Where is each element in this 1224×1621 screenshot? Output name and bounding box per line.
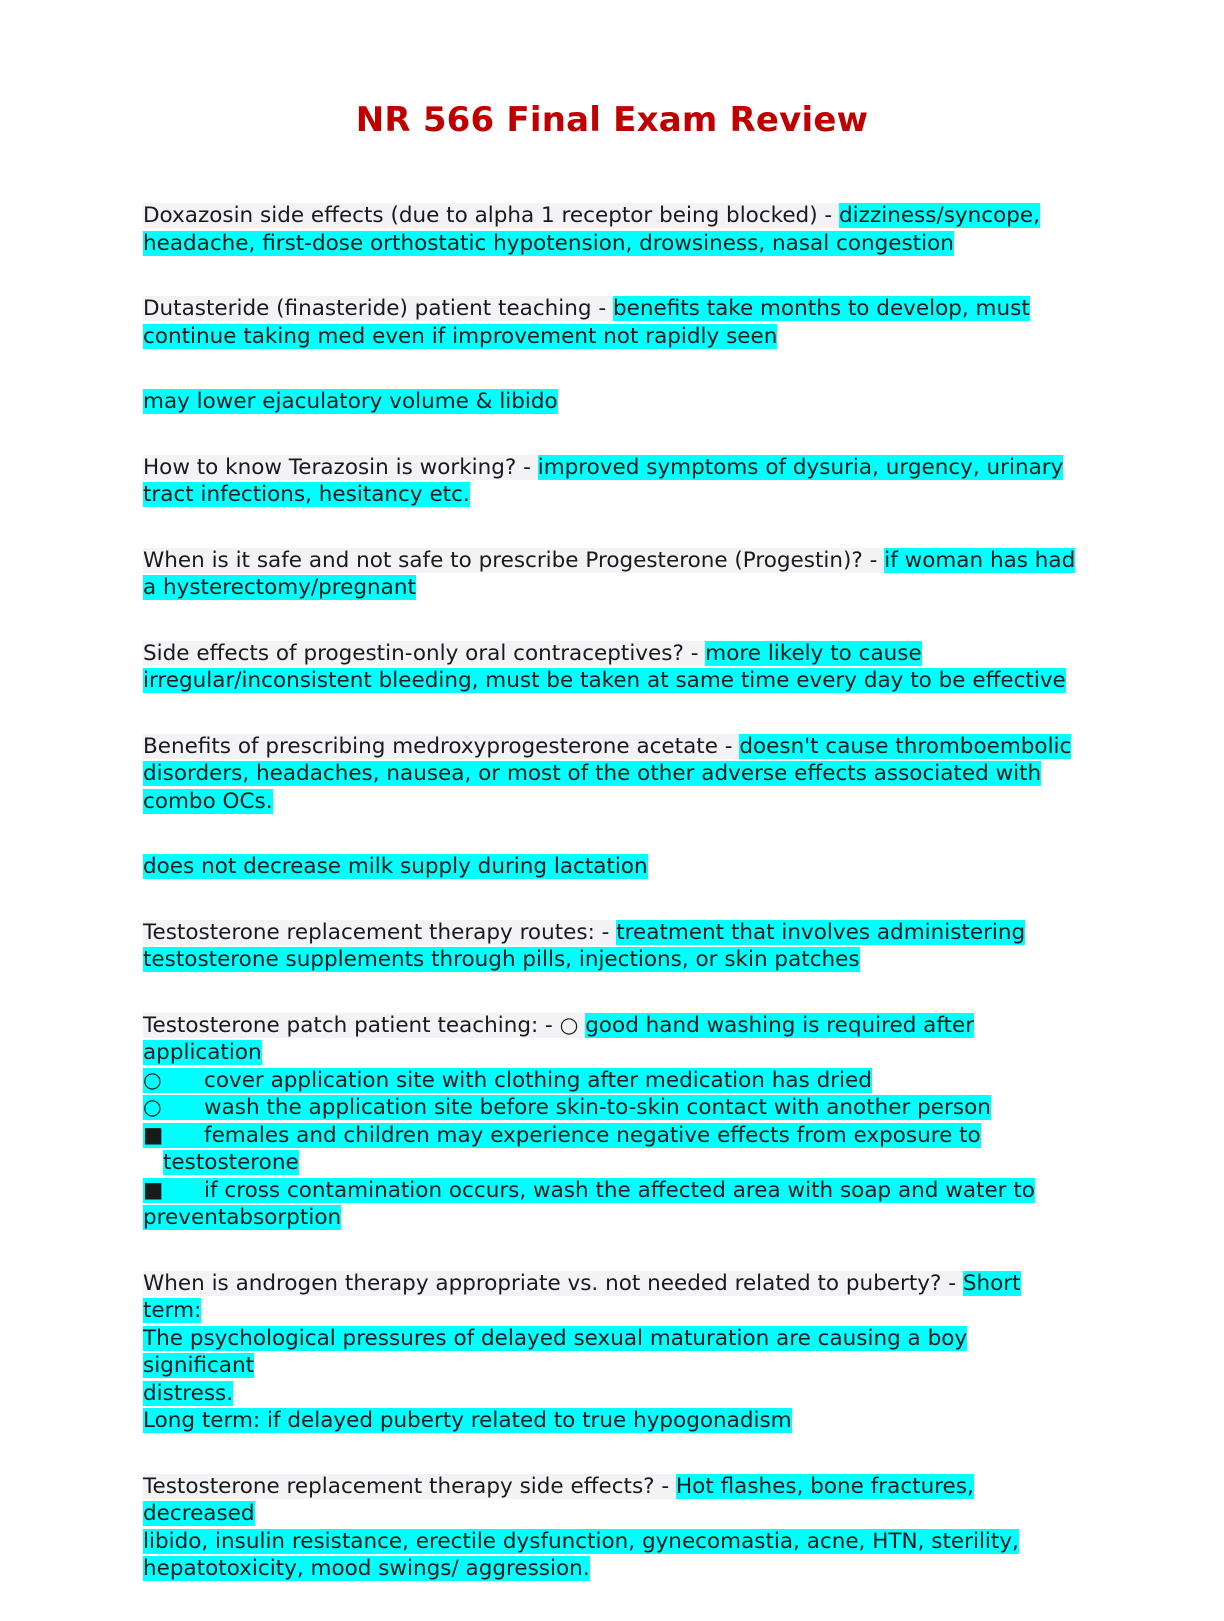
answer-text: benefits take months to develop, must — [612, 296, 1030, 321]
entry-trt-side-effects — [143, 1473, 1083, 1583]
question-text: Testosterone replacement therapy side effects? - — [143, 1473, 677, 1499]
entry-trt-routes — [143, 919, 1083, 974]
entry-terazosin — [143, 454, 1083, 509]
answer-text: dizziness/syncope, — [839, 203, 1040, 228]
answer-text: treatment that involves administering — [616, 919, 1026, 945]
answer-text: Short term: — [143, 1270, 1021, 1323]
entry-milk-supply — [143, 853, 1083, 881]
answer-text: good hand washing is required after application — [143, 1012, 975, 1065]
answer-text: headache, first-dose orthostatic hypotension, drowsiness, nasal congestion — [143, 230, 954, 256]
square-bullet-icon: ■ — [143, 1177, 164, 1203]
question-text: When is it safe and not safe to prescribe Progesterone (Progestin)? - — [143, 547, 885, 573]
square-bullet-icon: ■ — [143, 1122, 164, 1148]
review-content — [143, 202, 1083, 1621]
answer-text: The psychological pressures of delayed sexual maturation are causing a boy significant — [143, 1325, 968, 1378]
question-text: Dutasteride (finasteride) patient teaching - — [143, 296, 613, 321]
bullet-text-continued: testosterone — [163, 1150, 299, 1175]
question-text: Doxazosin side effects (due to alpha 1 receptor being blocked) - — [143, 203, 840, 228]
question-text: Testosterone patch patient teaching: - ○ — [143, 1012, 586, 1038]
entry-patch-teaching — [143, 1012, 1083, 1232]
circle-bullet-icon: ○ — [143, 1067, 162, 1093]
answer-text: more likely to cause — [705, 640, 922, 666]
question-text: Benefits of prescribing medroxyprogesterone acetate - — [143, 733, 740, 759]
answer-text: tract infections, hesitancy etc. — [143, 482, 470, 507]
question-text: When is androgen therapy appropriate vs. not needed related to puberty? - — [143, 1270, 963, 1296]
answer-text: irregular/inconsistent bleeding, must be taken at same time every day to be effective — [143, 668, 1066, 693]
answer-text: Hot flashes, bone fractures, decreased — [143, 1473, 974, 1526]
page-title: NR 566 Final Exam Review — [355, 100, 869, 140]
entry-medroxyprogesterone — [143, 733, 1083, 816]
entry-dutasteride — [143, 295, 1083, 350]
answer-text: improved symptoms of dysuria, urgency, urinary — [537, 454, 1064, 480]
bullet-text: females and children may experience negative effects from exposure to — [204, 1122, 981, 1148]
bullet-text: if cross contamination occurs, wash the affected area with soap and water to — [204, 1177, 1035, 1203]
question-text: Testosterone replacement therapy routes: - — [143, 919, 617, 945]
entry-androgen-puberty — [143, 1270, 1083, 1435]
circle-bullet-icon: ○ — [143, 1095, 162, 1120]
entry-progestin-only — [143, 640, 1083, 695]
answer-text: if woman has had — [884, 547, 1076, 573]
bullet-text-continued: preventabsorption — [143, 1205, 342, 1230]
answer-text: continue taking med even if improvement not rapidly seen — [143, 323, 778, 349]
answer-text: disorders, headaches, nausea, or most of the other adverse effects associated with — [143, 761, 1042, 786]
answer-text: combo OCs. — [143, 788, 273, 814]
answer-text: does not decrease milk supply during lactation — [143, 854, 648, 879]
entry-dutasteride-extra — [143, 388, 1083, 416]
bullet-text: cover application site with clothing after medication has dried — [204, 1067, 872, 1093]
answer-text: hepatotoxicity, mood swings/ aggression. — [143, 1556, 590, 1581]
answer-text: libido, insulin resistance, erectile dysfunction, gynecomastia, acne, HTN, sterility, — [143, 1528, 1019, 1554]
question-text: Side effects of progestin-only oral contraceptives? - — [143, 640, 706, 666]
answer-text: Long term: if delayed puberty related to true hypogonadism — [143, 1408, 792, 1433]
answer-text: a hysterectomy/pregnant — [143, 575, 416, 600]
entry-progesterone — [143, 547, 1083, 602]
answer-text: testosterone supplements through pills, injections, or skin patches — [143, 947, 860, 972]
entry-doxazosin — [143, 202, 1083, 257]
answer-text: distress. — [143, 1380, 234, 1406]
question-text: How to know Terazosin is working? - — [143, 454, 538, 480]
answer-text: may lower ejaculatory volume & libido — [143, 389, 558, 414]
answer-text: doesn't cause thromboembolic — [739, 733, 1072, 759]
bullet-text: wash the application site before skin-to-skin contact with another person — [204, 1095, 991, 1120]
